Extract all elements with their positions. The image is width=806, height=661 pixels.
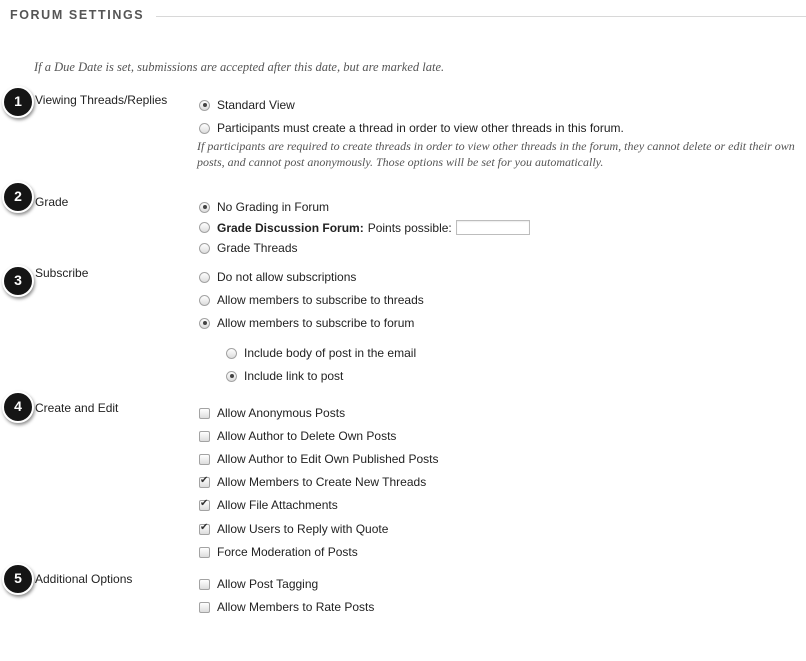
standard-view-option[interactable] — [199, 98, 295, 112]
rate-posts-checkbox[interactable] — [199, 602, 210, 613]
grade-forum-option[interactable] — [199, 220, 530, 235]
anonymous-posts-label: Allow Anonymous Posts — [217, 406, 346, 420]
no-grading-option[interactable] — [199, 200, 329, 214]
must-create-thread-label: Participants must create a thread in order to view other threads in this forum. — [217, 121, 624, 135]
include-link-label: Include link to post — [244, 369, 344, 383]
create-edit-label: Create and Edit — [35, 401, 119, 415]
must-create-thread-hint: If participants are required to create threads in order to view other threads in the forum, they cannot delete or edit their own posts, and cannot post anonymously. Those options will be set for you automatically. — [197, 139, 795, 169]
include-body-radio[interactable] — [226, 348, 237, 359]
include-body-label: Include body of post in the email — [244, 346, 417, 360]
grade-threads-radio[interactable] — [199, 243, 210, 254]
no-subscriptions-label: Do not allow subscriptions — [217, 270, 357, 284]
post-tagging-option[interactable] — [199, 577, 318, 591]
include-link-option[interactable] — [226, 369, 343, 383]
anonymous-posts-option[interactable] — [199, 406, 345, 420]
include-body-option[interactable] — [226, 346, 416, 360]
subscribe-forum-option[interactable] — [199, 316, 414, 330]
subscribe-threads-label: Allow members to subscribe to threads — [217, 293, 424, 307]
edit-own-posts-option[interactable] — [199, 452, 438, 466]
post-tagging-checkbox[interactable] — [199, 579, 210, 590]
file-attachments-label: Allow File Attachments — [217, 498, 338, 512]
points-possible-input[interactable] — [456, 220, 530, 235]
force-moderation-option[interactable] — [199, 545, 358, 559]
file-attachments-checkbox[interactable] — [199, 497, 210, 511]
include-link-radio[interactable] — [226, 371, 237, 382]
subscribe-forum-label: Allow members to subscribe to forum — [217, 316, 415, 330]
rate-posts-option[interactable] — [199, 600, 374, 614]
create-threads-option[interactable] — [199, 475, 426, 489]
anonymous-posts-checkbox[interactable] — [199, 408, 210, 419]
delete-own-posts-checkbox[interactable] — [199, 431, 210, 442]
reply-quote-checkbox[interactable] — [199, 521, 210, 535]
points-possible-label: Points possible: — [367, 220, 452, 235]
delete-own-posts-option[interactable] — [199, 429, 396, 443]
subscribe-label: Subscribe — [35, 266, 89, 280]
edit-own-posts-label: Allow Author to Edit Own Published Posts — [217, 452, 439, 466]
reply-quote-option[interactable] — [199, 522, 388, 536]
step-badge-3: 3 — [2, 265, 34, 297]
must-create-thread-radio[interactable] — [199, 123, 210, 134]
subscribe-forum-radio[interactable] — [199, 318, 210, 329]
viewing-threads-label: Viewing Threads/Replies — [35, 93, 168, 107]
create-threads-label: Allow Members to Create New Threads — [217, 475, 427, 489]
force-moderation-checkbox[interactable] — [199, 547, 210, 558]
grade-threads-label: Grade Threads — [217, 241, 298, 255]
checkmark-icon: ✔ — [200, 474, 209, 486]
create-threads-checkbox[interactable] — [199, 474, 210, 488]
checkmark-icon: ✔ — [200, 497, 209, 509]
delete-own-posts-label: Allow Author to Delete Own Posts — [217, 429, 397, 443]
edit-own-posts-checkbox[interactable] — [199, 454, 210, 465]
standard-view-label: Standard View — [217, 98, 295, 112]
grade-forum-radio[interactable] — [199, 222, 210, 233]
must-create-thread-option[interactable] — [199, 121, 624, 135]
grade-threads-option[interactable] — [199, 241, 298, 255]
force-moderation-label: Force Moderation of Posts — [217, 545, 358, 559]
file-attachments-option[interactable] — [199, 498, 338, 512]
rate-posts-label: Allow Members to Rate Posts — [217, 600, 375, 614]
standard-view-radio[interactable] — [199, 100, 210, 111]
section-divider — [156, 16, 806, 17]
no-subscriptions-radio[interactable] — [199, 272, 210, 283]
due-date-note: If a Due Date is set, submissions are accepted after this date, but are marked late. — [34, 60, 445, 74]
step-badge-1: 1 — [2, 86, 34, 118]
no-grading-radio[interactable] — [199, 202, 210, 213]
no-subscriptions-option[interactable] — [199, 270, 356, 284]
subscribe-threads-radio[interactable] — [199, 295, 210, 306]
step-badge-2: 2 — [2, 181, 34, 213]
grade-label: Grade — [35, 195, 69, 209]
checkmark-icon: ✔ — [200, 521, 209, 533]
subscribe-threads-option[interactable] — [199, 293, 424, 307]
reply-quote-label: Allow Users to Reply with Quote — [217, 522, 389, 536]
section-header — [10, 8, 806, 24]
post-tagging-label: Allow Post Tagging — [217, 577, 319, 591]
no-grading-label: No Grading in Forum — [217, 200, 330, 214]
additional-options-label: Additional Options — [35, 572, 133, 586]
step-badge-4: 4 — [2, 391, 34, 423]
step-badge-5: 5 — [2, 563, 34, 595]
section-title: FORUM SETTINGS — [10, 8, 145, 22]
grade-forum-label: Grade Discussion Forum: — [217, 220, 364, 235]
